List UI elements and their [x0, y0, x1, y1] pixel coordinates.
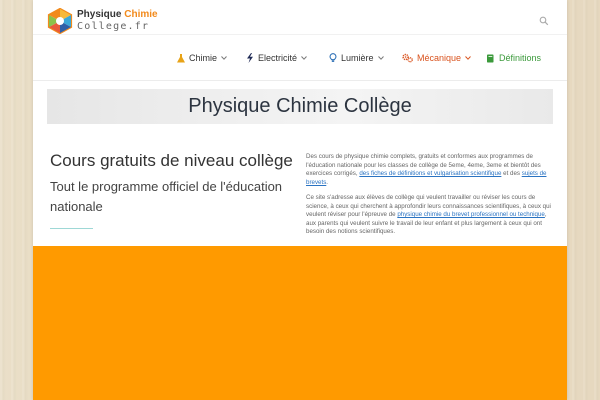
chevron-down-icon: [378, 56, 384, 60]
intro-block: [50, 150, 300, 217]
search-icon: [539, 16, 549, 26]
hexagon-logo-icon: [47, 8, 73, 34]
nav-label-chimie: Chimie: [189, 53, 218, 63]
header-divider: [33, 34, 567, 35]
footer-band: [33, 246, 567, 400]
p2-end: , aux parents qui veulent suivre le travail de leur enfant et plus largement à ceux qui ont besoin des notions scientifiques.: [306, 211, 547, 235]
description-paragraph-1: [306, 153, 556, 187]
chevron-down-icon: [221, 56, 227, 60]
main-nav: [33, 50, 567, 66]
logo-line2: College.fr: [77, 21, 150, 32]
nav-item-definitions[interactable]: [486, 50, 541, 66]
chevron-down-icon: [301, 56, 307, 60]
site-header: [33, 0, 567, 80]
logo-word-chimie: Chimie: [124, 9, 158, 20]
description-paragraph-2: [306, 194, 556, 237]
search-button[interactable]: [539, 13, 549, 23]
brevet-pro-link[interactable]: physique chimie du brevet professionnel ou technique: [397, 211, 545, 218]
nav-item-electricite[interactable]: [246, 50, 307, 66]
flask-icon: [177, 54, 185, 63]
logo-text: [77, 9, 158, 33]
nav-divider: [33, 80, 567, 81]
p1-text: Des cours de physique chimie complets, gratuits et conformes aux programmes de l'éducation nationale pour les classes de collège de 5eme, 4eme, 3eme et bientôt des exercices corrigés,: [306, 153, 541, 177]
p2-text: Ce site s'adresse aux élèves de collège qui veulent travailler ou réviser les cours de science, à ceux qui cherchent à approfondir leurs connaissances scientifiques, à ceux qui veulent réviser pour l'épreuve de: [306, 194, 551, 218]
chevron-down-icon: [465, 56, 471, 60]
hero-banner: [47, 89, 553, 124]
nav-label-mecanique: Mécanique: [417, 53, 462, 63]
book-icon: [486, 54, 495, 63]
lightbulb-icon: [329, 53, 337, 63]
nav-item-mecanique[interactable]: [402, 50, 471, 66]
brevet-subjects-link[interactable]: sujets de brevets: [306, 170, 547, 186]
nav-label-lumiere: Lumière: [341, 53, 374, 63]
site-logo[interactable]: [47, 8, 158, 34]
intro-subheading: Tout le programme officiel de l'éducation nationale: [50, 179, 283, 214]
section-divider: [50, 228, 93, 229]
nav-item-chimie[interactable]: [177, 50, 227, 66]
description-block: [306, 153, 556, 244]
p1-mid: et des: [503, 170, 520, 177]
p1-end: .: [326, 178, 329, 186]
page-title: Physique Chimie Collège: [188, 95, 412, 117]
logo-word-physique: Physique: [77, 9, 122, 20]
nav-item-lumiere[interactable]: [329, 50, 384, 66]
definitions-link[interactable]: des fiches de définitions et vulgarisation scientifique: [359, 170, 502, 177]
nav-label-definitions: Définitions: [499, 53, 542, 63]
page-container: [33, 0, 567, 400]
nav-label-electricite: Electricité: [258, 53, 298, 63]
intro-heading: Cours gratuits de niveau collège: [50, 151, 293, 170]
logo-line1: [77, 9, 158, 21]
lightning-icon: [246, 53, 254, 63]
gears-icon: [402, 53, 413, 63]
